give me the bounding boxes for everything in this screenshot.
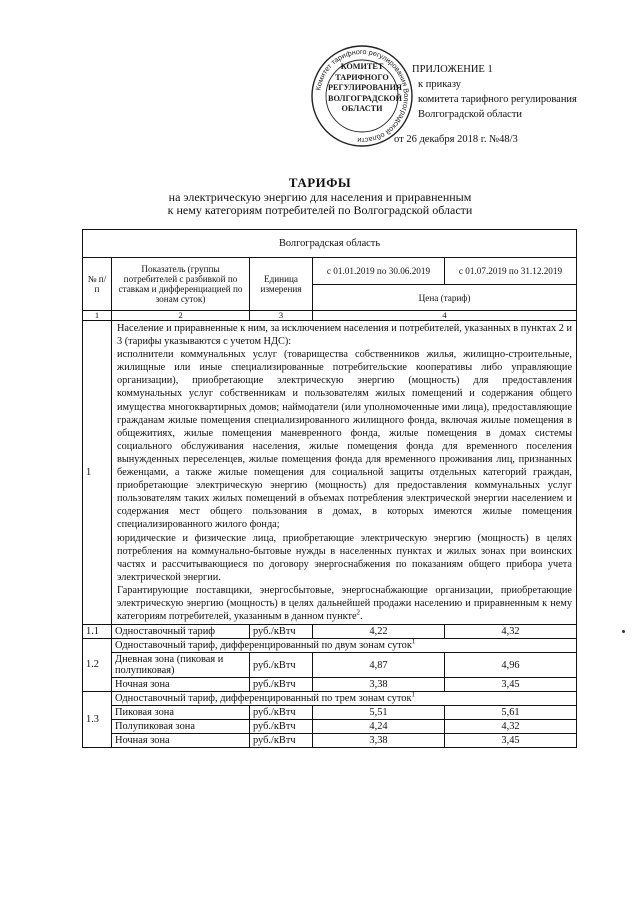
stamp-line: ТАРИФНОГО — [335, 72, 389, 82]
stamp-inner-text — [328, 62, 402, 115]
title-sub: к нему категориям потребителей по Волгоградской области — [167, 203, 473, 217]
header-period-2: с 01.07.2019 по 31.12.2019 — [445, 258, 577, 285]
stamp-line: РЕГУЛИРОВАНИЯ — [328, 83, 402, 92]
title-sub: на электрическую энергию для населения и приравненным — [168, 190, 472, 204]
stamp-line: КОМИТЕТ — [340, 62, 384, 71]
title-main: ТАРИФЫ — [288, 175, 352, 190]
price-period-1: 4,22 — [313, 625, 445, 639]
section-1-description — [112, 321, 577, 625]
column-number: 4 — [313, 311, 577, 321]
row-unit: руб./кВтч — [250, 653, 313, 678]
description-paragraph: Население и приравненные к ним, за исключением населения и потребителей, указанных в пунктах 2 и 3 (тарифы указываются с учетом НДС): — [117, 323, 573, 348]
column-number: 1 — [83, 311, 112, 321]
appendix-date: от 26 декабря 2018 г. №48/3 — [394, 134, 518, 145]
description-paragraph — [117, 584, 572, 623]
appendix-line: Волгоградской области — [418, 109, 523, 120]
price-period-1: 5,51 — [313, 706, 445, 720]
scan-speck — [622, 630, 625, 633]
row-num: 1.3 — [83, 692, 112, 748]
footnote-mark: 1 — [411, 637, 416, 646]
row-unit: руб./кВтч — [250, 625, 313, 639]
price-period-2: 5,61 — [445, 706, 577, 720]
column-number: 2 — [112, 311, 250, 321]
price-period-2: 4,32 — [445, 625, 577, 639]
appendix-header — [394, 62, 577, 147]
footnote-mark: 2 — [356, 608, 361, 617]
subsection-title-text: Одноставочный тариф, дифференцированный по двум зонам суток — [115, 639, 412, 651]
row-num: 1 — [83, 321, 112, 625]
header-indicator: Показатель (группы потребителей с разбивкой по ставкам и дифференциацией по зонам суток) — [112, 258, 250, 311]
appendix-line: комитета тарифного регулирования — [418, 94, 577, 105]
row-num: 1.1 — [83, 625, 112, 639]
subsection-title-text: Одноставочный тариф, дифференцированный по трем зонам суток — [115, 692, 412, 704]
price-period-2: 3,45 — [445, 678, 577, 692]
row-unit: руб./кВтч — [250, 734, 313, 748]
row-unit: руб./кВтч — [250, 720, 313, 734]
row-label: Полупиковая зона — [112, 720, 250, 734]
price-period-2: 4,32 — [445, 720, 577, 734]
subsection-title — [112, 639, 577, 653]
appendix-title: ПРИЛОЖЕНИЕ 1 — [412, 64, 493, 75]
price-period-2: 4,96 — [445, 653, 577, 678]
stamp-line: ВОЛГОГРАДСКОЙ — [328, 93, 402, 103]
header-unit: Единица измерения — [250, 258, 313, 311]
column-number: 3 — [250, 311, 313, 321]
svg-text:Комитет тарифного регулировани: Комитет тарифного регулирования Волгоградской области — [313, 46, 412, 146]
subsection-title — [112, 692, 577, 706]
header-num: № п/п — [83, 258, 112, 311]
row-label: Дневная зона (пиковая и полупиковая) — [112, 653, 250, 678]
document-title — [0, 175, 640, 217]
row-label: Одноставочный тариф — [112, 625, 250, 639]
row-label: Ночная зона — [112, 734, 250, 748]
price-period-2: 3,45 — [445, 734, 577, 748]
row-label: Пиковая зона — [112, 706, 250, 720]
price-period-1: 3,38 — [313, 678, 445, 692]
price-period-1: 4,24 — [313, 720, 445, 734]
tariff-table — [82, 229, 577, 748]
description-paragraph: исполнители коммунальных услуг (товарищества собственников жилья, жилищно-строительные, жилищные или иные специализированные потребительские кооперативы либо управляющие организации), приобретающие электрическую энергию (мощность) для предоставления коммунальных услуг собственникам и пользователям жилых помещений и содержания общего имущества многоквартирных домов; наймодатели (или уполномоченные ими лица), предоставляющие гражданам жилые помещения специализированного жилищного фонда, включая жилые помещения в общежитиях, жилые помещения маневренного фонда, жилые помещения в домах системы социального обслуживания населения, жилые помещения фонда для временного поселения вынужденных переселенцев, жилые помещения фонда для временного проживания лиц, признанных беженцами, а также жилые помещения для социальной защиты отдельных категорий граждан, приобретающие электрическую энергию (мощность) для предоставления коммунальных услуг пользователям таких жилых помещений в объемах потребления электрической энергии населением и содержания мест общего пользования в домах, в которых имеются жилые помещения специализированного жилого фонда; — [117, 349, 573, 531]
region-header: Волгоградская область — [83, 230, 577, 258]
header-period-1: с 01.01.2019 по 30.06.2019 — [313, 258, 445, 285]
description-end: . — [360, 611, 363, 623]
footnote-mark: 1 — [411, 690, 415, 699]
row-label: Ночная зона — [112, 678, 250, 692]
row-unit: руб./кВтч — [250, 706, 313, 720]
appendix-line: к приказу — [418, 79, 461, 90]
price-period-1: 3,38 — [313, 734, 445, 748]
description-text: Гарантирующие поставщики, энергосбытовые, энергоснабжающие организации, приобретающие электрическую энергию (мощность) в целях дальнейшей продажи населению и приравненным к нему категориям потребителей, указанным в данном пункте — [117, 584, 573, 623]
header-price: Цена (тариф) — [313, 285, 577, 311]
row-num: 1.2 — [83, 639, 112, 692]
price-period-1: 4,87 — [313, 653, 445, 678]
row-unit: руб./кВтч — [250, 678, 313, 692]
description-paragraph: юридические и физические лица, приобретающие электрическую энергию (мощность) в целях потребления на коммунально-бытовые нужды в населенных пунктах и жилых зонах при воинских частях и рассчитывающиеся по договору энергоснабжения по показаниям общего прибора учета электрической энергии. — [117, 532, 573, 583]
stamp-line: ОБЛАСТИ — [341, 104, 383, 113]
